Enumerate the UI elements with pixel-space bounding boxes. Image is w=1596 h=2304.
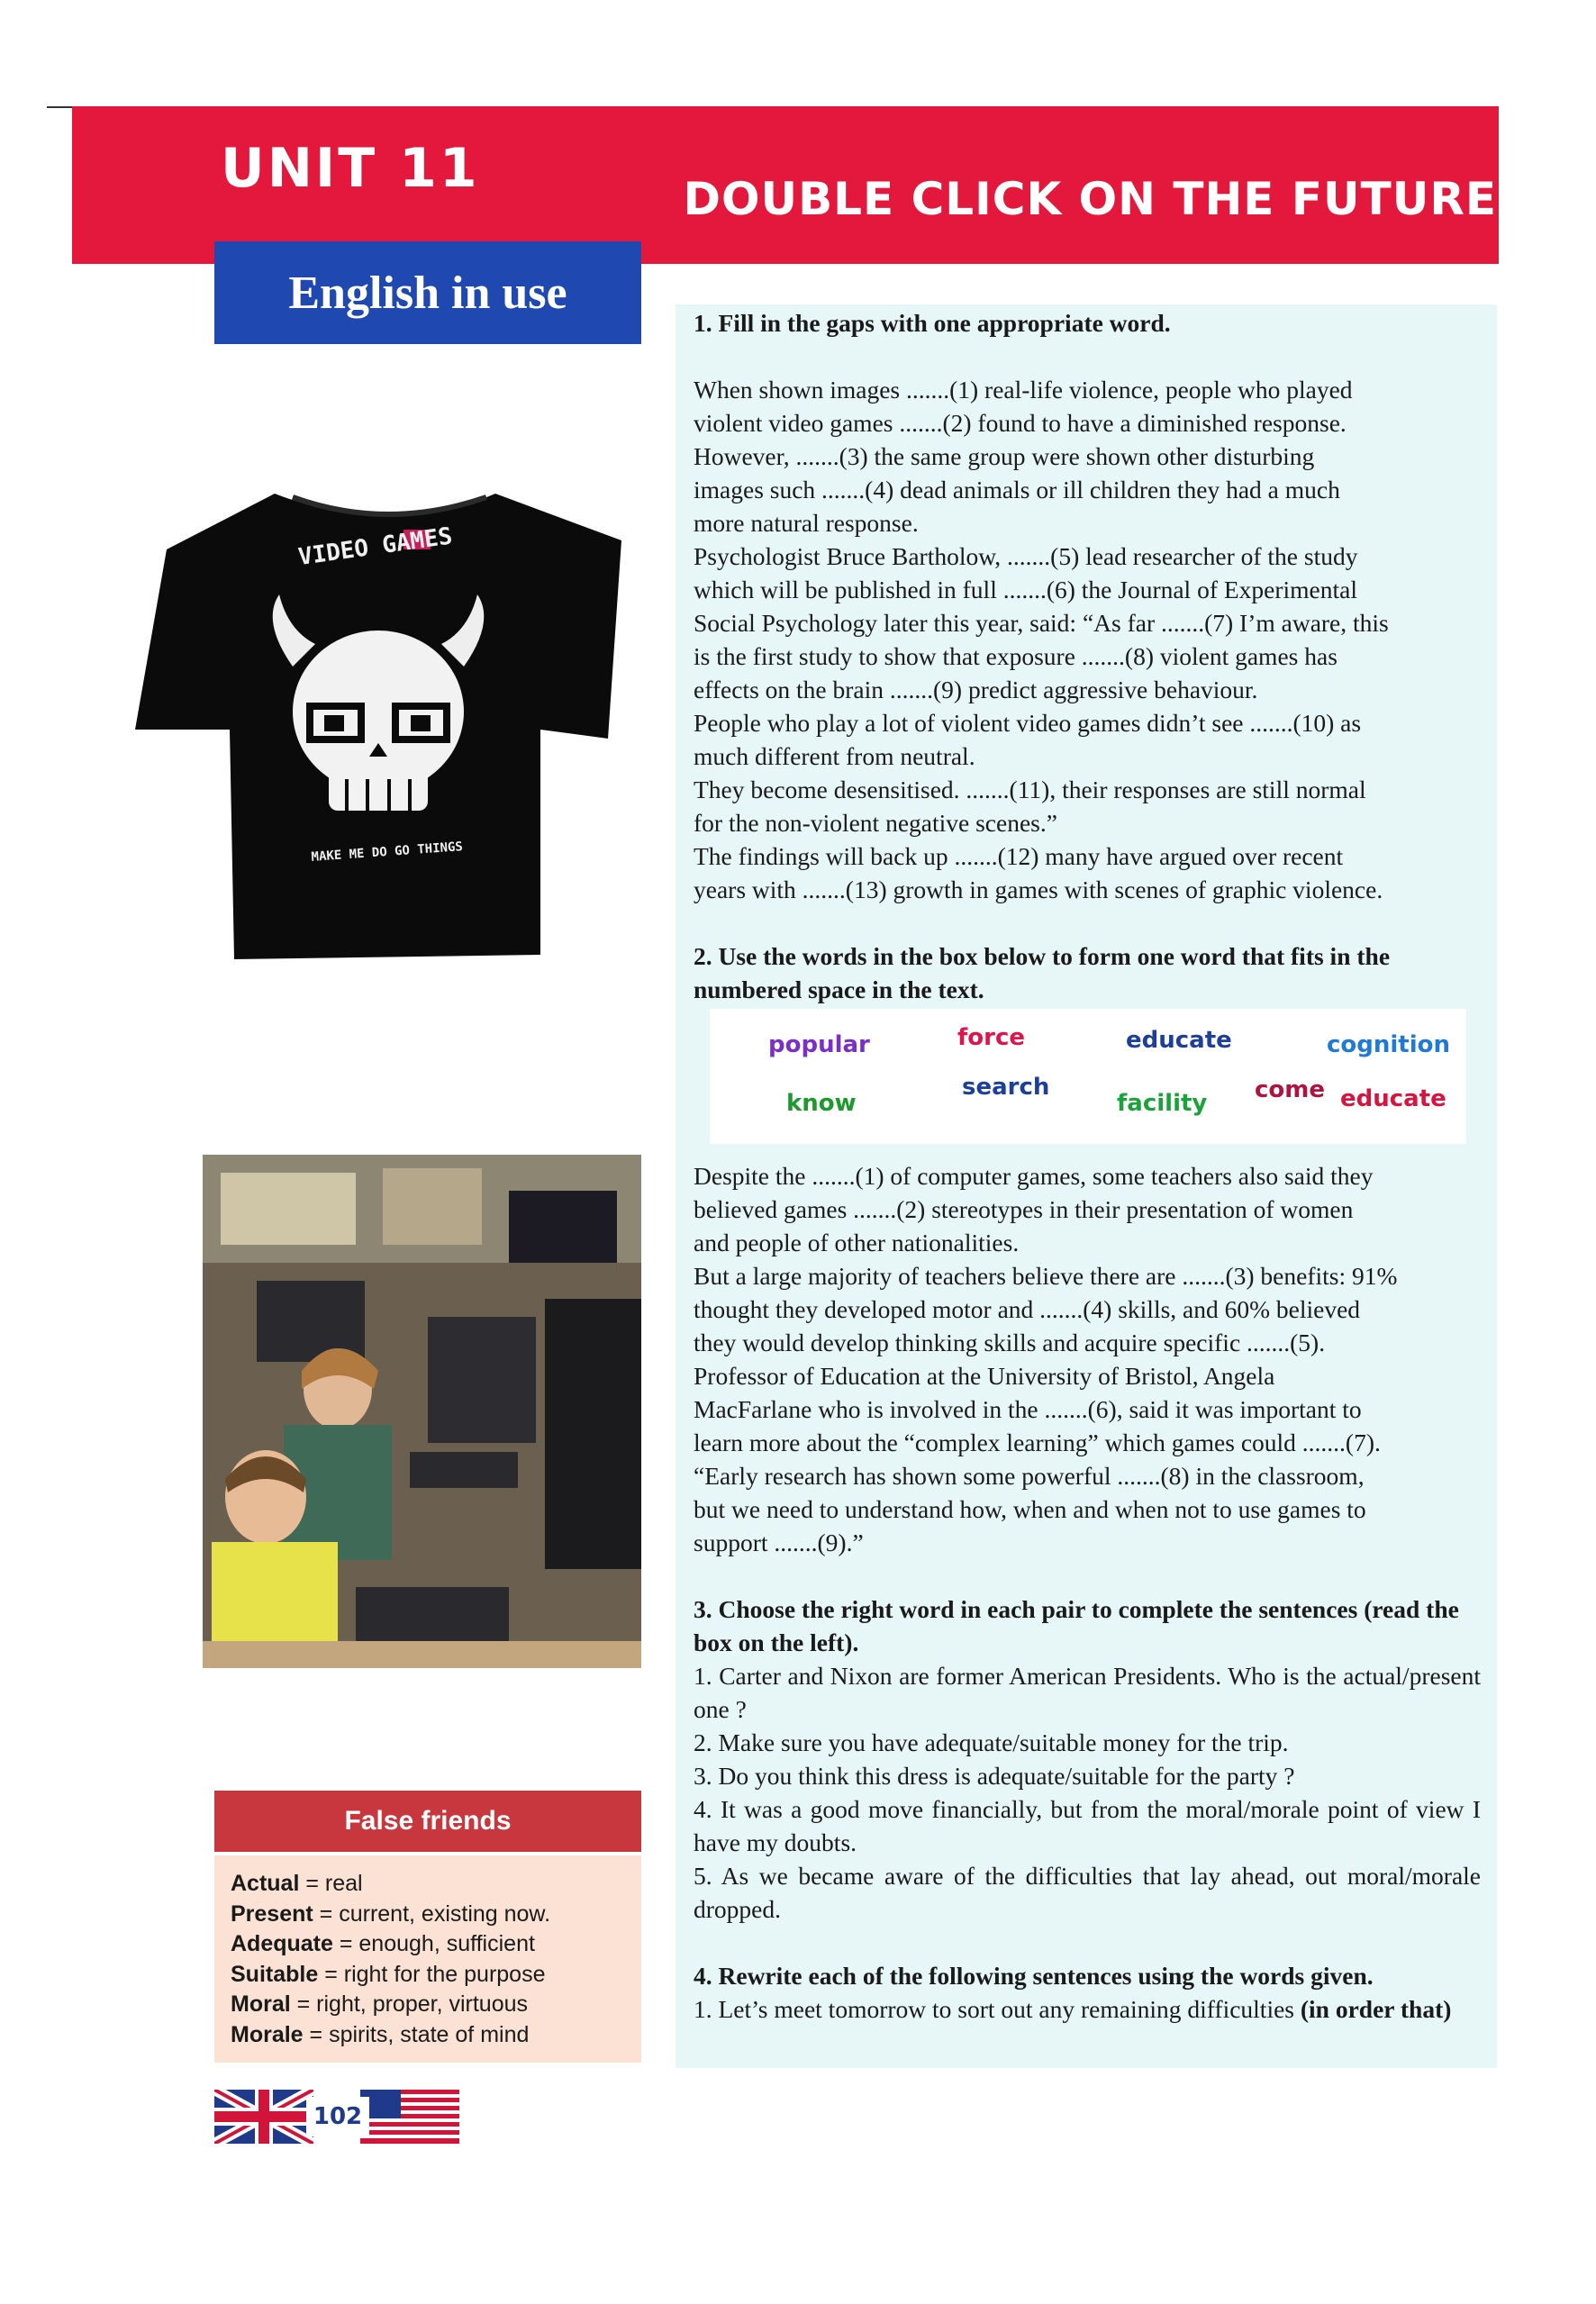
false-friend-term: Present	[231, 1900, 313, 1927]
exercise-2-line: support .......(9).”	[694, 1528, 864, 1556]
exercise-2-line: MacFarlane who is involved in the .......(6), said it was important to	[694, 1395, 1362, 1423]
false-friend-term: Moral	[231, 1991, 291, 2017]
us-flag-icon	[360, 2090, 459, 2144]
false-friend-term: Adequate	[231, 1931, 333, 1956]
classroom-photo	[203, 1155, 641, 1668]
word-box-item: search	[962, 1074, 1050, 1101]
exercise-1	[694, 306, 1481, 1006]
section-title: English in use	[214, 241, 641, 344]
exercise-2-line: Professor of Education at the University of Bristol, Angela	[694, 1362, 1275, 1390]
false-friends-box	[214, 1855, 641, 2063]
tshirt-image	[117, 441, 639, 964]
exercise-3-item: 1. Carter and Nixon are former American Presidents. Who is the actual/present one ?	[694, 1662, 1481, 1723]
exercise-4-item	[694, 1992, 1481, 2026]
word-box-item: popular	[768, 1031, 870, 1058]
page-number: 102	[306, 2097, 369, 2136]
false-friend-definition: = enough, sufficient	[332, 1931, 535, 1956]
exercise-2-line: thought they developed motor and .......(4) skills, and 60% believed	[694, 1295, 1361, 1323]
exercise-1-line: The findings will back up .......(12) many have argued over recent	[694, 842, 1344, 870]
exercise-2-line: and people of other nationalities.	[694, 1229, 1020, 1256]
exercise-3-item: 3. Do you think this dress is adequate/suitable for the party ?	[694, 1762, 1295, 1790]
exercise-1-line: is the first study to show that exposure .......(8) violent games has	[694, 642, 1338, 670]
false-friend-definition: = spirits, state of mind	[303, 2021, 530, 2047]
exercise-3-heading: 3. Choose the right word in each pair to complete the sentences (read the box on the left).	[694, 1595, 1459, 1656]
exercise-1-line: When shown images .......(1) real-life violence, people who played	[694, 376, 1353, 404]
word-box-item: educate	[1126, 1027, 1232, 1054]
exercise-1-line: However, .......(3) the same group were shown other disturbing	[694, 442, 1315, 470]
word-box-item: cognition	[1327, 1031, 1451, 1058]
exercise-1-line: for the non-violent negative scenes.”	[694, 809, 1057, 837]
exercise-2-line: believed games .......(2) stereotypes in their presentation of women	[694, 1195, 1354, 1223]
exercise-1-line: years with .......(13) growth in games with scenes of graphic violence.	[694, 875, 1383, 903]
word-box-item: educate	[1340, 1085, 1446, 1112]
false-friend-definition: = right, proper, virtuous	[290, 1991, 529, 2017]
exercise-1-heading: 1. Fill in the gaps with one appropriate word.	[694, 309, 1171, 337]
word-box-item: force	[957, 1024, 1026, 1051]
false-friend-entry	[231, 1929, 641, 1960]
false-friend-term: Suitable	[231, 1961, 319, 1987]
exercise-1-line: more natural response.	[694, 509, 919, 537]
exercise-1-line: effects on the brain .......(9) predict aggressive behaviour.	[694, 676, 1258, 703]
exercise-2-line: “Early research has shown some powerful .......(8) in the classroom,	[694, 1462, 1365, 1490]
exercise-2-line: But a large majority of teachers believe there are .......(3) benefits: 91%	[694, 1262, 1398, 1290]
exercise-3-item: 4. It was a good move financially, but from the moral/morale point of view I have my doubts.	[694, 1795, 1481, 1856]
false-friend-entry	[231, 1960, 641, 1991]
top-rule	[47, 106, 72, 108]
exercise-1-line: Psychologist Bruce Bartholow, .......(5) lead researcher of the study	[694, 542, 1358, 570]
false-friend-definition: = right for the purpose	[318, 1961, 546, 1987]
exercise-2-heading: 2. Use the words in the box below to form one word that fits in the numbered space in the text.	[694, 942, 1391, 1003]
exercise-1-line: They become desensitised. .......(11), their responses are still normal	[694, 776, 1366, 803]
tshirt-top-text: VIDEO GAMES	[296, 522, 455, 572]
exercise-1-line: much different from neutral.	[694, 742, 975, 770]
word-box-item: know	[786, 1090, 857, 1117]
exercise-4-item-text: 1. Let’s meet tomorrow to sort out any remaining difficulties	[694, 1995, 1301, 2023]
uk-flag-icon	[214, 2090, 313, 2144]
false-friend-definition: = real	[299, 1871, 363, 1896]
false-friend-entry	[231, 1869, 641, 1900]
unit-title: UNIT 11	[221, 137, 480, 200]
exercise-2-line: learn more about the “complex learning” which games could .......(7).	[694, 1429, 1381, 1456]
false-friend-term: Morale	[231, 2021, 304, 2047]
exercise-2-line: they would develop thinking skills and acquire specific .......(5).	[694, 1329, 1326, 1356]
tshirt-bottom-text: MAKE ME DO GO THINGS	[311, 839, 464, 865]
word-box-item: facility	[1117, 1090, 1208, 1117]
exercise-1-line: People who play a lot of violent video games didn’t see .......(10) as	[694, 709, 1362, 737]
false-friends-title: False friends	[214, 1791, 641, 1852]
word-box	[710, 1009, 1466, 1144]
exercise-4-heading: 4. Rewrite each of the following sentences using the words given.	[694, 1962, 1374, 1990]
exercise-3-item: 5. As we became aware of the difficulties that lay ahead, out moral/morale dropped.	[694, 1862, 1481, 1923]
exercise-2-text	[694, 1159, 1481, 2026]
exercise-4-given-words: (in order that)	[1300, 1995, 1452, 2023]
exercise-2-line: but we need to understand how, when and when not to use games to	[694, 1495, 1366, 1523]
false-friend-entry	[231, 2020, 641, 2051]
false-friend-entry	[231, 1990, 641, 2020]
word-box-item: come	[1255, 1076, 1325, 1103]
exercise-1-line: images such .......(4) dead animals or ill children they had a much	[694, 476, 1340, 503]
false-friend-definition: = current, existing now.	[313, 1900, 551, 1927]
exercise-1-line: violent video games .......(2) found to have a diminished response.	[694, 409, 1347, 437]
exercise-1-line: which will be published in full .......(6) the Journal of Experimental	[694, 576, 1357, 603]
unit-subtitle: DOUBLE CLICK ON THE FUTURE	[683, 173, 1497, 225]
exercise-1-line: Social Psychology later this year, said: “As far .......(7) I’m aware, this	[694, 609, 1389, 637]
exercise-3-item: 2. Make sure you have adequate/suitable money for the trip.	[694, 1728, 1289, 1756]
false-friend-term: Actual	[231, 1871, 300, 1896]
false-friend-entry	[231, 1900, 641, 1930]
exercise-2-line: Despite the .......(1) of computer games, some teachers also said they	[694, 1162, 1374, 1190]
